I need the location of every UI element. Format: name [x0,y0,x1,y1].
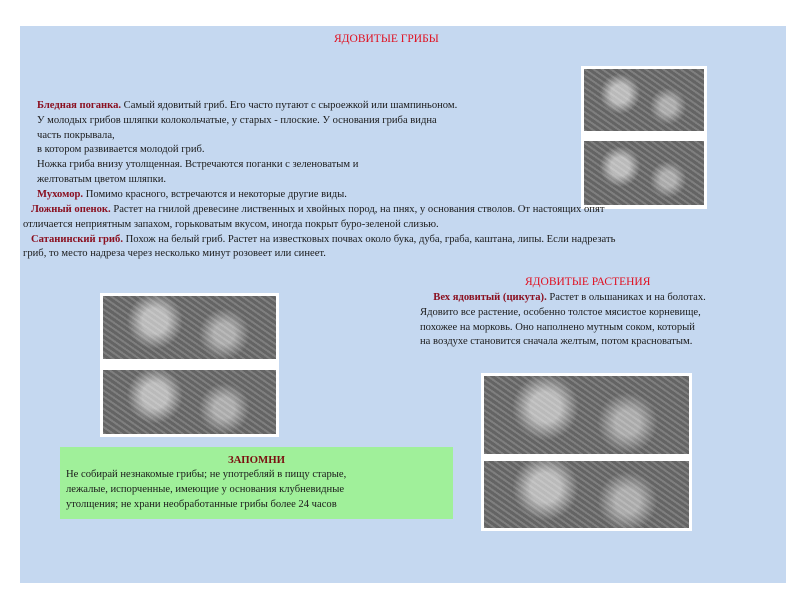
text-line: Ядовито все растение, особенно толстое мясистое корневище, [420,306,701,318]
text-line: Самый ядовитый гриб. Его часто путают с сыроежкой или шампиньоном. [121,100,458,111]
fly-agaric-term: Мухомор. [37,188,84,200]
pale-toadstool-illustration [581,66,707,209]
satanic-mushroom-term: Сатанинский гриб. [30,233,123,245]
poisonous-mushrooms-title: ЯДОВИТЫЕ ГРИБЫ [334,33,439,45]
false-honey-fungus-text [23,203,615,262]
text-line: лежалые, испорченные, имеющие у основания клубневидные [66,484,345,495]
text-line: желтоватым цветом шляпки. [37,173,167,185]
water-hemlock-text [420,291,706,350]
remember-box [60,447,453,519]
text-line: гриб, то место надреза через несколько минут розовеет или синеет. [23,248,326,260]
mushroom-drawing-bottom [584,141,704,205]
poisonous-plants-title: ЯДОВИТЫЕ РАСТЕНИЯ [525,276,651,288]
text-line: похожее на морковь. Оно наполнено мутным соком, который [420,321,695,333]
text-line: Растет на гнилой древесине лиственных и хвойных пород, на пнях, у основания стволов. От настоящих опят [110,204,605,215]
mushroom-drawing-bottom [103,370,276,434]
text-line: утолщения; не храни необработанные грибы более 24 часов [66,499,337,510]
slide [20,26,786,583]
text-line: У молодых грибов шляпки колокольчатые, у старых - плоские. У основания гриба видна [37,114,437,126]
text-line: в котором развивается молодой гриб. [37,144,205,156]
remember-text [66,467,346,512]
text-line: Похож на белый гриб. Растет на известковых почвах около бука, дуба, граба, каштана, липы. Если надрезать [122,233,616,245]
pale-toadstool-text [37,99,457,203]
text-line: Помимо красного, встречаются и некоторые другие виды. [83,188,347,200]
plant-drawing-bottom [484,461,689,528]
false-honey-fungus-term: Ложный опенок. [30,204,111,215]
water-hemlock-illustration [481,373,692,531]
water-hemlock-term: Вех ядовитый (цикута). [433,292,547,303]
text-line: Не собирай незнакомые грибы; не употребляй в пищу старые, [66,469,347,480]
text-line: Растет в ольшаниках и на болотах. [546,292,706,303]
fly-agaric-illustration [100,293,279,437]
plant-drawing-top [484,376,689,454]
pale-toadstool-term: Бледная поганка. [37,100,122,111]
text-line: Ножка гриба внизу утолщенная. Встречаются поганки с зеленоватым и [37,159,359,171]
text-line: отличается неприятным запахом, горьковатым вкусом, иногда покрыт буро-зеленой слизью. [23,218,439,230]
remember-title: ЗАПОМНИ [227,454,285,466]
mushroom-drawing-top [584,69,704,131]
text-line: на воздухе становится сначала желтым, потом красноватым. [420,336,693,348]
text-line: часть покрывала, [37,129,115,141]
mushroom-drawing-top [103,296,276,359]
